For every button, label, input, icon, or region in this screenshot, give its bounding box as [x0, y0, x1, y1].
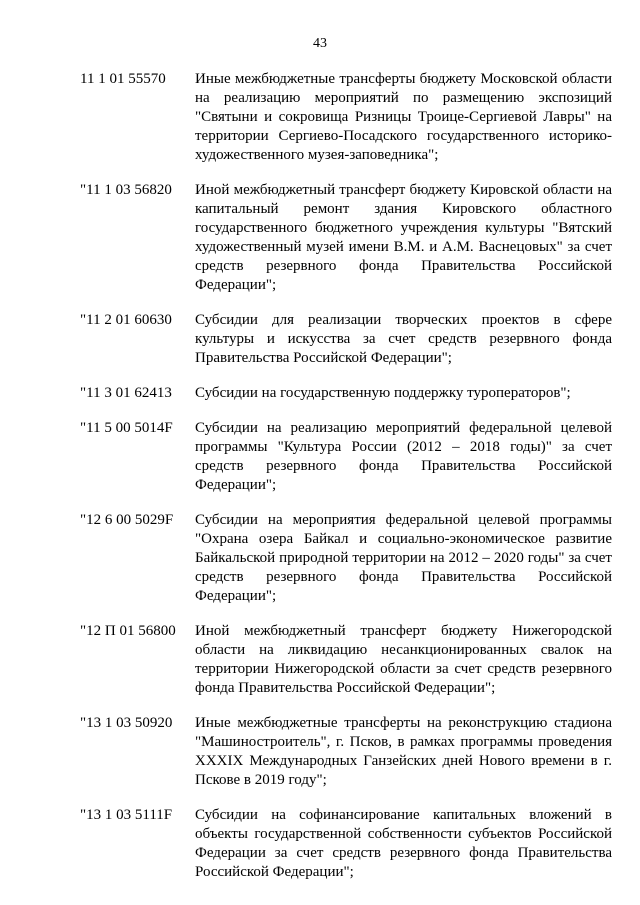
budget-entry: [80, 384, 612, 403]
budget-description: Иные межбюджетные трансферты бюджету Московской области на реализацию мероприятий по размещению экспозиций "Святыни и сокровища Ризницы Троице-Сергиевой Лавры" на территории Сергиево-Посадского государственного историко-художественного музея-заповедника";: [195, 71, 612, 163]
budget-description: Иной межбюджетный трансферт бюджету Нижегородской области на ликвидацию несанкционированных свалок на территории Нижегородской области за счет средств резервного фонда Правительства Российской Федерации";: [195, 623, 612, 696]
budget-entry: [80, 70, 612, 165]
budget-code: "11 5 00 5014F: [80, 420, 173, 436]
budget-entry: [80, 714, 612, 790]
budget-code: "11 1 03 56820: [80, 182, 172, 198]
budget-entry: [80, 181, 612, 295]
budget-entry: [80, 622, 612, 698]
budget-entry: [80, 806, 612, 882]
budget-description: Иной межбюджетный трансферт бюджету Кировской области на капитальный ремонт здания Кировского областного государственного бюджетного учреждения культуры "Вятский художественный музей имени В.М. и А.М. Васнецовых" за счет средств резервного фонда Правительства Российской Федерации";: [195, 182, 612, 293]
budget-description: Субсидии на мероприятия федеральной целевой программы "Охрана озера Байкал и социально-экономическое развитие Байкальской природной территории на 2012 – 2020 годы" за счет средств резервного фонда Правительства Российской Федерации";: [195, 512, 612, 604]
budget-description: Субсидии для реализации творческих проектов в сфере культуры и искусства за счет средств резервного фонда Правительства Российской Федерации";: [195, 312, 612, 366]
budget-description: Субсидии на реализацию мероприятий федеральной целевой программы "Культура России (2012 – 2018 годы)" за счет средств резервного фонда Правительства Российской Федерации";: [195, 420, 612, 493]
budget-code: "12 П 01 56800: [80, 623, 176, 639]
budget-code: "11 3 01 62413: [80, 385, 172, 401]
budget-description: Субсидии на софинансирование капитальных вложений в объекты государственной собственности субъектов Российской Федерации за счет средств резервного фонда Правительства Российской Федерации";: [195, 807, 612, 880]
budget-code: "13 1 03 50920: [80, 715, 173, 731]
budget-description: Иные межбюджетные трансферты на реконструкцию стадиона "Машиностроитель", г. Псков, в рамках программы проведения XXXIX Международных Ганзейских дней Нового времени в г. Пскове в 2019 году";: [195, 715, 612, 788]
budget-entries-list: [80, 70, 612, 898]
budget-description: Субсидии на государственную поддержку туроператоров";: [195, 385, 571, 401]
budget-entry: [80, 511, 612, 606]
budget-entry: [80, 311, 612, 368]
budget-code: "11 2 01 60630: [80, 312, 172, 328]
page-number: 43: [313, 36, 327, 51]
budget-entry: [80, 419, 612, 495]
budget-code: 11 1 01 55570: [80, 71, 166, 87]
budget-code: "12 6 00 5029F: [80, 512, 174, 528]
budget-code: "13 1 03 5111F: [80, 807, 173, 823]
